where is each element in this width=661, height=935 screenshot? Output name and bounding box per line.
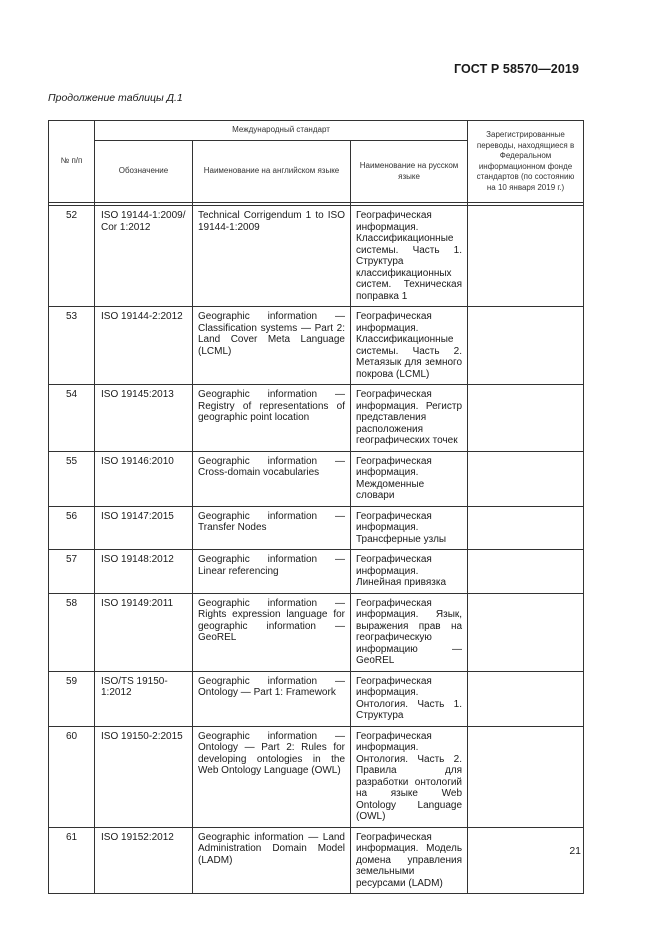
row-name-en: Geographic information — Transfer Nodes bbox=[193, 506, 351, 550]
row-number: 55 bbox=[49, 451, 95, 506]
table-caption: Продолжение таблицы Д.1 bbox=[48, 92, 183, 104]
table-row bbox=[49, 671, 584, 726]
row-registered-translation bbox=[468, 827, 584, 894]
standards-table bbox=[48, 120, 584, 894]
table-row bbox=[49, 506, 584, 550]
row-registered-translation bbox=[468, 451, 584, 506]
row-name-ru: Географическая информация. Междоменные словари bbox=[351, 451, 468, 506]
row-designation: ISO 19149:2011 bbox=[95, 593, 193, 671]
table-row bbox=[49, 206, 584, 307]
row-name-ru: Географическая информация. Регистр представления расположения географических точек bbox=[351, 385, 468, 452]
header-name-en: Наименование на английском языке bbox=[193, 141, 351, 203]
row-designation: ISO 19150-2:2015 bbox=[95, 726, 193, 827]
row-designation: ISO 19147:2015 bbox=[95, 506, 193, 550]
row-registered-translation bbox=[468, 593, 584, 671]
row-registered-translation bbox=[468, 671, 584, 726]
row-name-ru: Географическая информация. Линейная привязка bbox=[351, 550, 468, 594]
row-name-en: Technical Corrigendum 1 to ISO 19144-1:2009 bbox=[193, 206, 351, 307]
row-name-ru: Географическая информация. Язык, выражения прав на географическую информацию — GeoREL bbox=[351, 593, 468, 671]
row-designation: ISO 19144-1:2009/ Cor 1:2012 bbox=[95, 206, 193, 307]
row-name-en: Geographic information — Ontology — Part 1: Framework bbox=[193, 671, 351, 726]
table-row bbox=[49, 307, 584, 385]
row-number: 59 bbox=[49, 671, 95, 726]
table-row bbox=[49, 726, 584, 827]
row-name-en: Geographic information — Rights expression language for geographic information — GeoREL bbox=[193, 593, 351, 671]
row-designation: ISO/TS 19150-1:2012 bbox=[95, 671, 193, 726]
header-num: № п/п bbox=[49, 121, 95, 203]
table-row bbox=[49, 550, 584, 594]
table-row bbox=[49, 385, 584, 452]
row-name-ru: Географическая информация. Модель домена управления земельными ресурсами (LADM) bbox=[351, 827, 468, 894]
row-number: 58 bbox=[49, 593, 95, 671]
row-registered-translation bbox=[468, 726, 584, 827]
table-body bbox=[49, 203, 584, 894]
row-name-ru: Географическая информация. Классификационные системы. Часть 1. Структура классификационных систем. Техническая поправка 1 bbox=[351, 206, 468, 307]
row-number: 53 bbox=[49, 307, 95, 385]
row-name-en: Geographic information — Land Administration Domain Model (LADM) bbox=[193, 827, 351, 894]
table-row bbox=[49, 593, 584, 671]
table-row bbox=[49, 451, 584, 506]
header-name-ru: Наименование на русском языке bbox=[351, 141, 468, 203]
row-name-en: Geographic information — Registry of representations of geographic point location bbox=[193, 385, 351, 452]
row-designation: ISO 19144-2:2012 bbox=[95, 307, 193, 385]
table-row bbox=[49, 827, 584, 894]
header-registered-translations: Зарегистрированные переводы, находящиеся в Федеральном информационном фонде стандартов (по состоянию на 10 января 2019 г.) bbox=[468, 121, 584, 203]
document-code: ГОСТ Р 58570—2019 bbox=[453, 62, 579, 76]
row-number: 52 bbox=[49, 206, 95, 307]
page-number: 21 bbox=[569, 845, 581, 857]
row-number: 56 bbox=[49, 506, 95, 550]
row-name-en: Geographic information — Ontology — Part 2: Rules for developing ontologies in the Web Ontology Language (OWL) bbox=[193, 726, 351, 827]
row-designation: ISO 19145:2013 bbox=[95, 385, 193, 452]
row-designation: ISO 19152:2012 bbox=[95, 827, 193, 894]
row-number: 57 bbox=[49, 550, 95, 594]
row-name-en: Geographic information — Cross-domain vocabularies bbox=[193, 451, 351, 506]
row-registered-translation bbox=[468, 385, 584, 452]
header-intl-standard: Международный стандарт bbox=[95, 121, 468, 141]
row-name-ru: Географическая информация. Трансферные узлы bbox=[351, 506, 468, 550]
row-number: 60 bbox=[49, 726, 95, 827]
row-registered-translation bbox=[468, 506, 584, 550]
row-name-ru: Географическая информация. Классификационные системы. Часть 2. Метаязык для земного покрова (LCML) bbox=[351, 307, 468, 385]
row-designation: ISO 19146:2010 bbox=[95, 451, 193, 506]
row-name-ru: Географическая информация. Онтология. Часть 1. Структура bbox=[351, 671, 468, 726]
row-registered-translation bbox=[468, 307, 584, 385]
row-registered-translation bbox=[468, 206, 584, 307]
row-name-en: Geographic information — Linear referencing bbox=[193, 550, 351, 594]
row-number: 54 bbox=[49, 385, 95, 452]
header-designation: Обозначение bbox=[95, 141, 193, 203]
row-name-ru: Географическая информация. Онтология. Часть 2. Правила для разработки онтологий на языке Web Ontology Language (OWL) bbox=[351, 726, 468, 827]
row-designation: ISO 19148:2012 bbox=[95, 550, 193, 594]
row-name-en: Geographic information — Classification systems — Part 2: Land Cover Meta Language (LCML) bbox=[193, 307, 351, 385]
row-number: 61 bbox=[49, 827, 95, 894]
row-registered-translation bbox=[468, 550, 584, 594]
